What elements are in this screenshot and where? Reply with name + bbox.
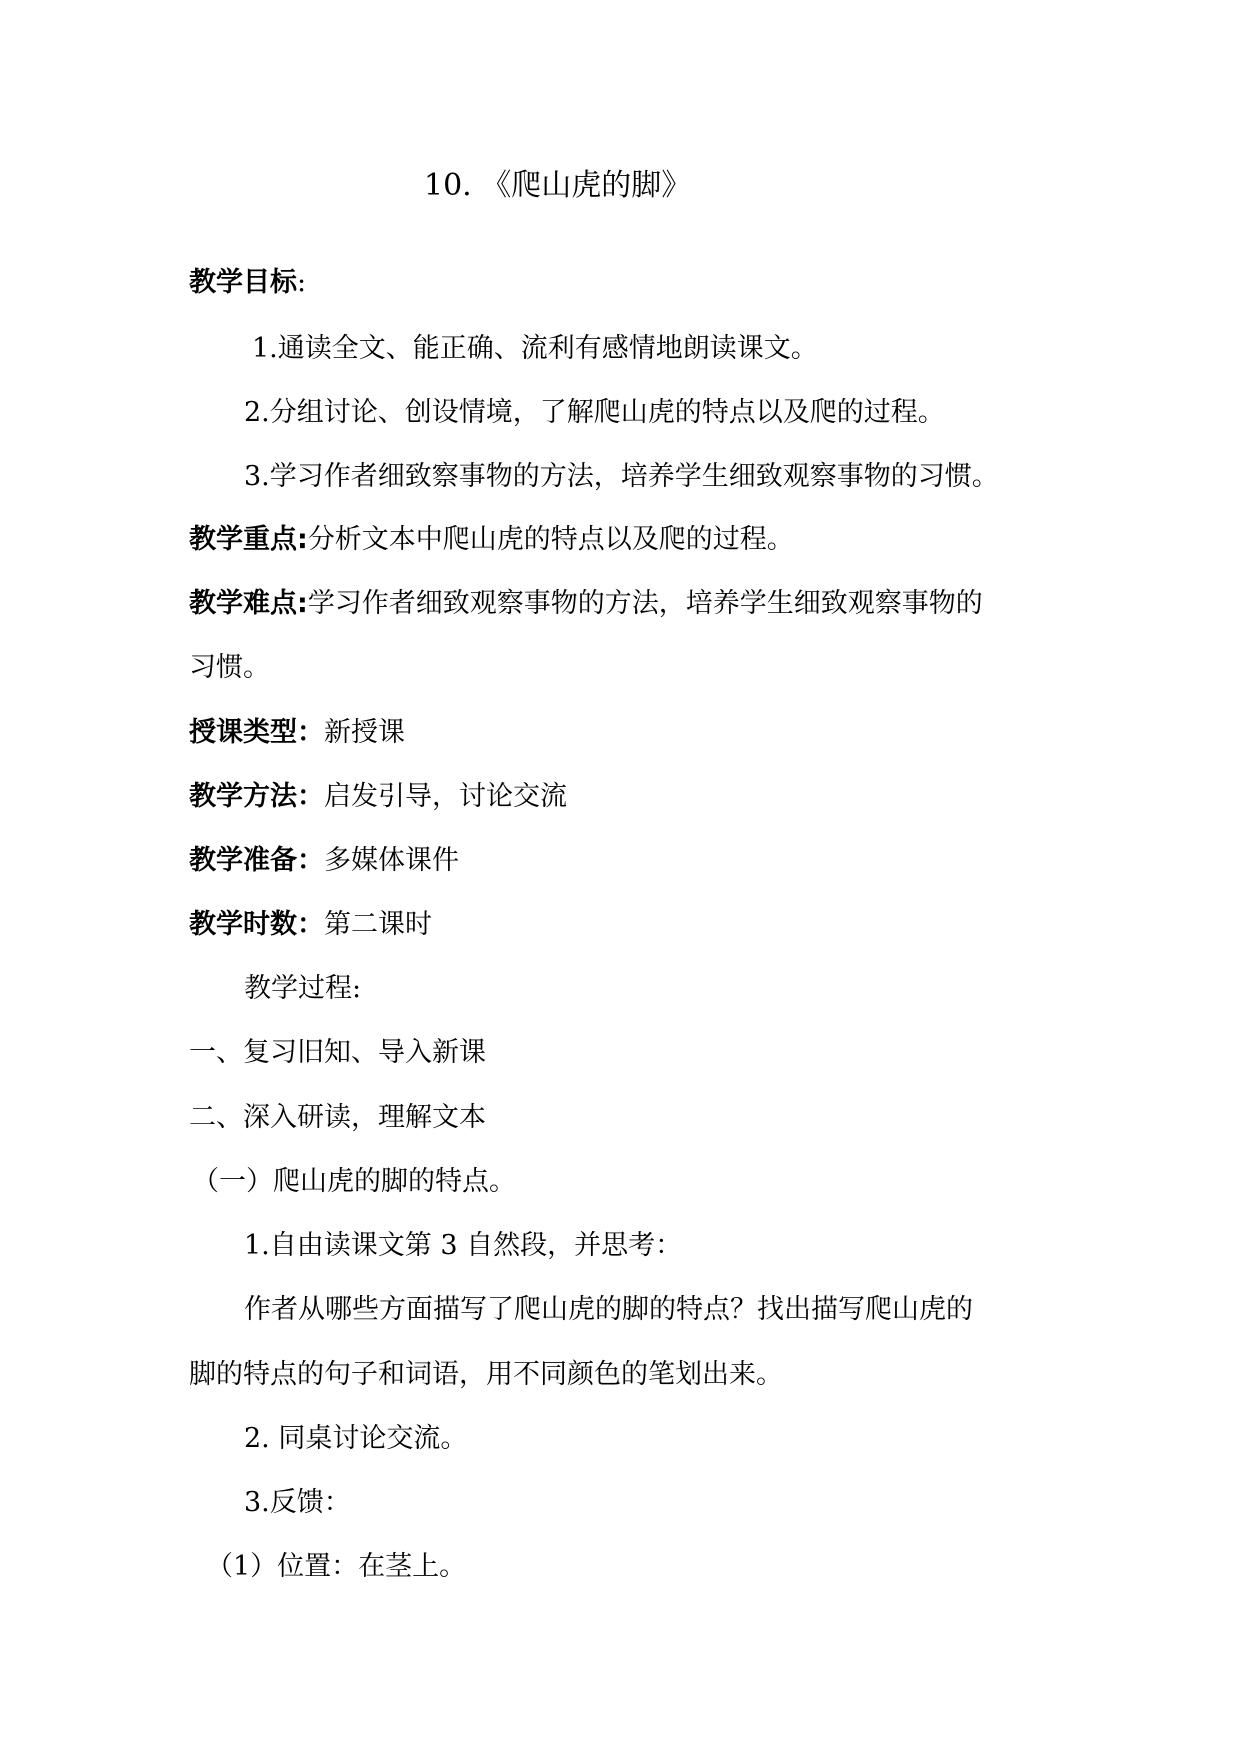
method-heading: 教学方法： [189,781,324,812]
process-sub-1: （一）爬山虎的脚的特点。 [192,1166,516,1197]
page-title: 10. 《爬山虎的脚》 [424,168,692,203]
process-heading: 教学过程: [244,973,362,1004]
difficulty-heading: 教学难点: [189,588,308,619]
focus-heading: 教学重点: [189,524,308,555]
difficulty-text-2: 习惯。 [189,652,270,683]
objective-item-3: 3.学习作者细致察事物的方法，培养学生细致观察事物的习惯。 [244,461,999,492]
focus-line [189,518,794,562]
preparation-line [189,839,459,883]
method-line [189,775,567,819]
lesson-type-heading: 授课类型： [189,717,324,748]
periods-text: 第二课时 [324,909,432,940]
lesson-type-line [189,711,405,755]
preparation-text: 多媒体课件 [324,845,459,876]
lesson-type-text: 新授课 [324,717,405,748]
process-question-1: 作者从哪些方面描写了爬山虎的脚的特点？找出描写爬山虎的 [244,1294,973,1325]
focus-text: 分析文本中爬山虎的特点以及爬的过程。 [307,524,794,555]
objective-item-1: 1.通读全文、能正确、流利有感情地朗读课文。 [252,333,818,364]
difficulty-text-1: 学习作者细致观察事物的方法，培养学生细致观察事物的 [307,588,983,619]
process-task-1: 1.自由读课文第 3 自然段，并思考： [244,1230,683,1261]
objective-item-2: 2.分组讨论、创设情境，了解爬山虎的特点以及爬的过程。 [244,397,945,428]
process-step-2: 二、深入研读，理解文本 [189,1102,486,1133]
method-text: 启发引导，讨论交流 [324,781,567,812]
preparation-heading: 教学准备： [189,845,324,876]
process-question-2: 脚的特点的句子和词语，用不同颜色的笔划出来。 [189,1359,783,1390]
process-task-3: 3.反馈： [244,1487,351,1518]
objectives-colon: : [297,267,307,298]
process-task-2: 2. 同桌讨论交流。 [244,1423,468,1454]
periods-heading: 教学时数： [189,909,324,940]
difficulty-line [189,582,983,626]
process-step-1: 一、复习旧知、导入新课 [189,1037,486,1068]
objectives-heading-line [189,261,306,305]
process-feedback-1: （1）位置：在茎上。 [206,1551,467,1582]
periods-line [189,903,432,947]
objectives-heading: 教学目标 [189,267,297,298]
